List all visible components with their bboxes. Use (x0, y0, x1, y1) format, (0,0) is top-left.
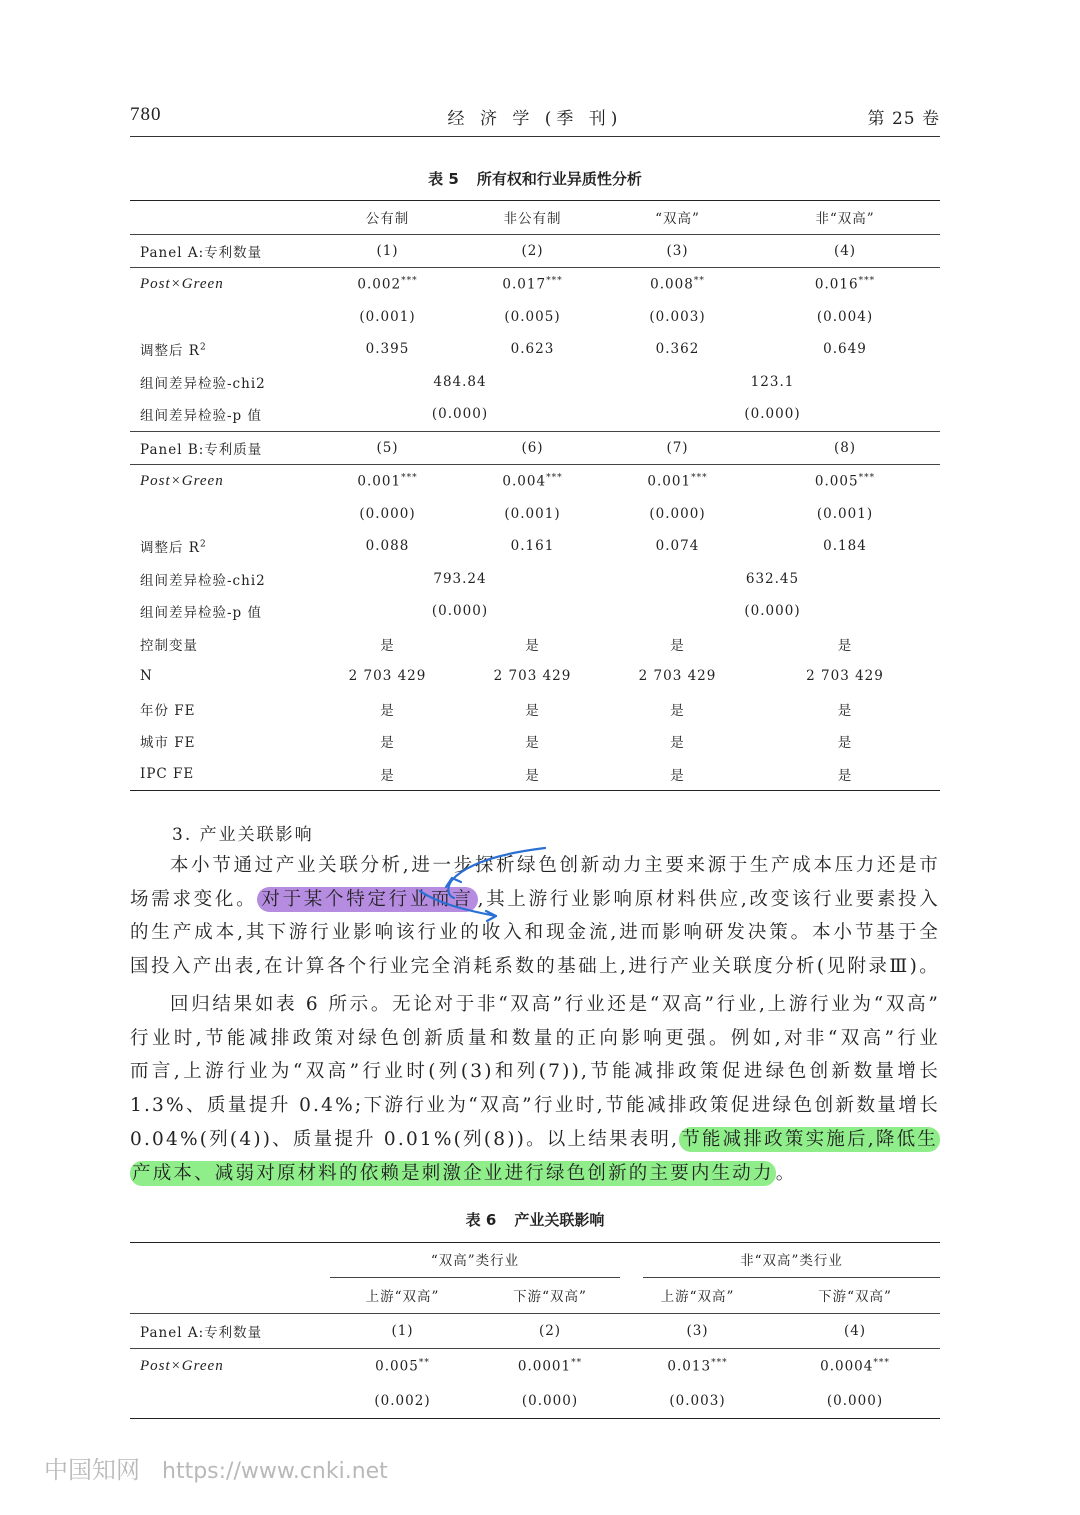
cnki-logo: 中国知网 (44, 1456, 140, 1484)
chi2-cell: 484.84 (433, 373, 487, 390)
table6-col-header: 上游“双高” (660, 1289, 735, 1306)
control-cell: 是 (380, 735, 395, 752)
control-label: N (140, 668, 153, 685)
panel-b-header-row (130, 431, 940, 465)
coef-cell: 0.013*** (625, 1349, 770, 1384)
table5-col-header: 非“双高” (750, 201, 940, 235)
r2-cell: 0.362 (655, 341, 700, 358)
coef-cell: 0.001*** (605, 465, 750, 498)
coef-row (130, 1349, 940, 1384)
purple-highlight: 对于某个特定行业而言 (257, 887, 477, 912)
control-label: IPC FE (130, 758, 315, 791)
col-number: (3) (625, 1313, 770, 1349)
table6-group-row (130, 1243, 940, 1279)
se-cell: (0.001) (816, 505, 874, 522)
r2-row (130, 530, 940, 563)
r2-cell: 0.184 (823, 538, 867, 555)
text-line: 而言,上游行业为“双高”行业时(列(3)和列(7)),节能减排政策促进绿色创新数量增长 (130, 1061, 940, 1083)
control-cell: 是 (525, 702, 540, 719)
se-cell: (0.000) (649, 505, 706, 522)
page-number: 780 (130, 104, 162, 125)
se-cell: (0.003) (625, 1384, 770, 1419)
se-cell: (0.001) (359, 308, 416, 325)
table5 (130, 200, 940, 791)
text-line: 的生产成本,其下游行业影响该行业的收入和现金流,进而影响研发决策。本小节基于全 (130, 922, 940, 944)
control-row (130, 758, 940, 791)
text-line: 行业时,节能减排政策对绿色创新质量和数量的正向影响更强。例如,对非“双高”行业 (130, 1027, 940, 1049)
r2-cell: 0.088 (365, 538, 410, 555)
control-row (130, 660, 940, 693)
journal-title: 经 济 学 (季 刊) (447, 109, 623, 129)
coef-label: Post×Green (130, 465, 315, 498)
coef-cell: 0.005** (330, 1349, 475, 1384)
coef-label: Post×Green (130, 1349, 330, 1384)
se-cell: (0.001) (504, 505, 561, 522)
coef-cell: 0.016*** (750, 268, 940, 301)
r2-cell: 0.161 (510, 538, 555, 555)
control-row (130, 628, 940, 661)
text-line: 国投入产出表,在计算各个行业完全消耗系数的基础上,进行产业关联度分析(见附录Ⅲ)。 (130, 956, 940, 978)
table6-col-header: 下游“双高” (818, 1289, 892, 1306)
col-number: (4) (750, 234, 940, 268)
se-row (130, 498, 940, 531)
table5-col-header: “双高” (605, 201, 750, 235)
control-cell: 是 (460, 758, 605, 791)
panel-b-label: Panel B:专利质量 (130, 431, 315, 465)
coef-row (130, 465, 940, 498)
control-cell: 是 (315, 758, 460, 791)
coef-cell: 0.005*** (750, 465, 940, 498)
r2-label: 调整后 $R^2$ (140, 342, 207, 360)
table6-group-header: “双高”类行业 (330, 1243, 625, 1279)
r2-cell: 0.623 (510, 341, 555, 358)
se-cell: (0.000) (475, 1384, 625, 1419)
table5-col-header: 非公有制 (460, 201, 605, 235)
text-line: 1.3%、质量提升 0.4%;下游行业为“双高”行业时,节能减排政策促进绿色创新数量增长 (130, 1095, 940, 1117)
cnki-watermark (44, 1450, 388, 1485)
text-line: 产成本、减弱对原材料的依赖是刺激企业进行绿色创新的主要内生动力 。 (132, 1162, 797, 1184)
coef-cell: 0.008** (605, 268, 750, 301)
panel-a-label: Panel A:专利数量 (130, 1313, 330, 1349)
r2-label: 调整后 $R^2$ (140, 539, 207, 557)
running-header (130, 104, 940, 132)
table6-header-row (130, 1278, 940, 1313)
se-row (130, 1384, 940, 1419)
col-number: (1) (330, 1313, 475, 1349)
r2-cell: 0.395 (365, 341, 410, 358)
table6-caption (130, 1209, 940, 1230)
p-label: 组间差异检验-p 值 (140, 408, 262, 425)
control-cell: 是 (837, 735, 853, 752)
control-cell: 是 (605, 758, 750, 791)
control-cell: 2 703 429 (806, 668, 884, 685)
coef-cell: 0.0004*** (770, 1349, 940, 1384)
col-number: (8) (750, 431, 940, 465)
coef-cell: 0.004*** (460, 465, 605, 498)
p-row (130, 398, 940, 431)
p-cell: (0.000) (744, 406, 801, 423)
se-row (130, 301, 940, 334)
chi2-cell: 632.45 (745, 570, 800, 587)
text-line: 回归结果如表 6 所示。无论对于非“双高”行业还是“双高”行业,上游行业为“双高” (170, 994, 940, 1015)
table5-caption-text: 所有权和行业异质性分析 (476, 170, 642, 188)
col-number: (4) (770, 1313, 940, 1349)
control-label: 年份 FE (140, 702, 196, 719)
control-cell: 是 (380, 702, 395, 719)
table6-col-header: 上游“双高” (365, 1289, 440, 1306)
control-cell: 是 (670, 735, 685, 752)
table5-header-row (130, 201, 940, 235)
coef-cell: 0.002*** (315, 268, 460, 301)
control-cell: 是 (670, 702, 685, 719)
text-line: 场需求变化。 对于某个特定行业而言 ,其上游行业影响原材料供应,改变该行业要素投入 (130, 888, 940, 910)
coef-row (130, 268, 940, 301)
control-cell: 是 (380, 637, 395, 654)
control-cell: 是 (750, 758, 940, 791)
se-cell: (0.005) (504, 308, 561, 325)
control-label: 控制变量 (140, 637, 198, 654)
text-line: 0.04%(列(4))、质量提升 0.01%(列(8))。以上结果表明, 节能减排政策实施后,降低生 (130, 1128, 938, 1150)
se-cell: (0.002) (330, 1384, 475, 1419)
coef-cell: 0.0001** (475, 1349, 625, 1384)
panel-a-header-row (130, 234, 940, 268)
r2-cell: 0.649 (823, 341, 867, 358)
panel-a-header-row (130, 1313, 940, 1349)
control-cell: 2 703 429 (493, 668, 572, 685)
r2-row (130, 333, 940, 366)
control-label: 城市 FE (140, 735, 196, 752)
table5-col-header: 公有制 (315, 201, 460, 235)
section-heading: 3. 产业关联影响 (172, 825, 314, 845)
header-rule (130, 136, 940, 137)
col-number: (2) (475, 1313, 625, 1349)
table5-caption (130, 168, 940, 189)
table5-caption-number: 表 5 (428, 170, 459, 188)
volume-label: 第 25 卷 (867, 109, 940, 129)
control-cell: 2 703 429 (638, 668, 717, 685)
panel-a-label: Panel A:专利数量 (130, 234, 315, 268)
control-cell: 是 (837, 702, 853, 719)
paragraph-2 (130, 988, 940, 1190)
control-row (130, 693, 940, 726)
se-cell: (0.004) (816, 308, 874, 325)
text-line: 本小节通过产业关联分析,进一步探析绿色创新动力主要来源于生产成本压力还是市 (170, 855, 940, 876)
green-highlight: 节能减排政策实施后,降低生 (681, 1128, 938, 1150)
col-number: (2) (460, 234, 605, 268)
p-label: 组间差异检验-p 值 (140, 605, 262, 622)
control-cell: 是 (670, 637, 685, 654)
green-highlight: 产成本、减弱对原材料的依赖是刺激企业进行绿色创新的主要内生动力 (132, 1162, 774, 1184)
chi2-row (130, 563, 940, 596)
control-cell: 是 (525, 735, 540, 752)
control-row (130, 725, 940, 758)
control-cell: 是 (837, 637, 853, 654)
paragraph-1 (130, 849, 940, 984)
col-number: (3) (605, 234, 750, 268)
col-number: (5) (315, 431, 460, 465)
control-cell: 是 (525, 637, 540, 654)
col-number: (6) (460, 431, 605, 465)
p-cell: (0.000) (744, 603, 801, 620)
chi2-cell: 793.24 (433, 570, 487, 587)
table6-caption-number: 表 6 (465, 1211, 497, 1229)
se-cell: (0.003) (649, 308, 706, 325)
se-cell: (0.000) (359, 505, 416, 522)
coef-cell: 0.001*** (315, 465, 460, 498)
p-cell: (0.000) (431, 603, 489, 620)
p-row (130, 595, 940, 628)
chi2-label: 组间差异检验-chi2 (140, 572, 266, 589)
chi2-cell: 123.1 (750, 373, 795, 390)
coef-label: Post×Green (130, 268, 315, 301)
coef-cell: 0.017*** (460, 268, 605, 301)
cnki-url: https://www.cnki.net (162, 1459, 388, 1484)
table6 (130, 1242, 940, 1419)
control-cell: 2 703 429 (348, 668, 427, 685)
col-number: (7) (605, 431, 750, 465)
r2-cell: 0.074 (655, 538, 700, 555)
chi2-label: 组间差异检验-chi2 (140, 375, 266, 392)
col-number: (1) (315, 234, 460, 268)
table6-group-header: 非“双高”类行业 (625, 1243, 940, 1279)
table6-col-header: 下游“双高” (513, 1289, 587, 1306)
se-cell: (0.000) (770, 1384, 940, 1419)
table6-caption-text: 产业关联影响 (514, 1211, 605, 1229)
p-cell: (0.000) (431, 406, 489, 423)
chi2-row (130, 366, 940, 399)
